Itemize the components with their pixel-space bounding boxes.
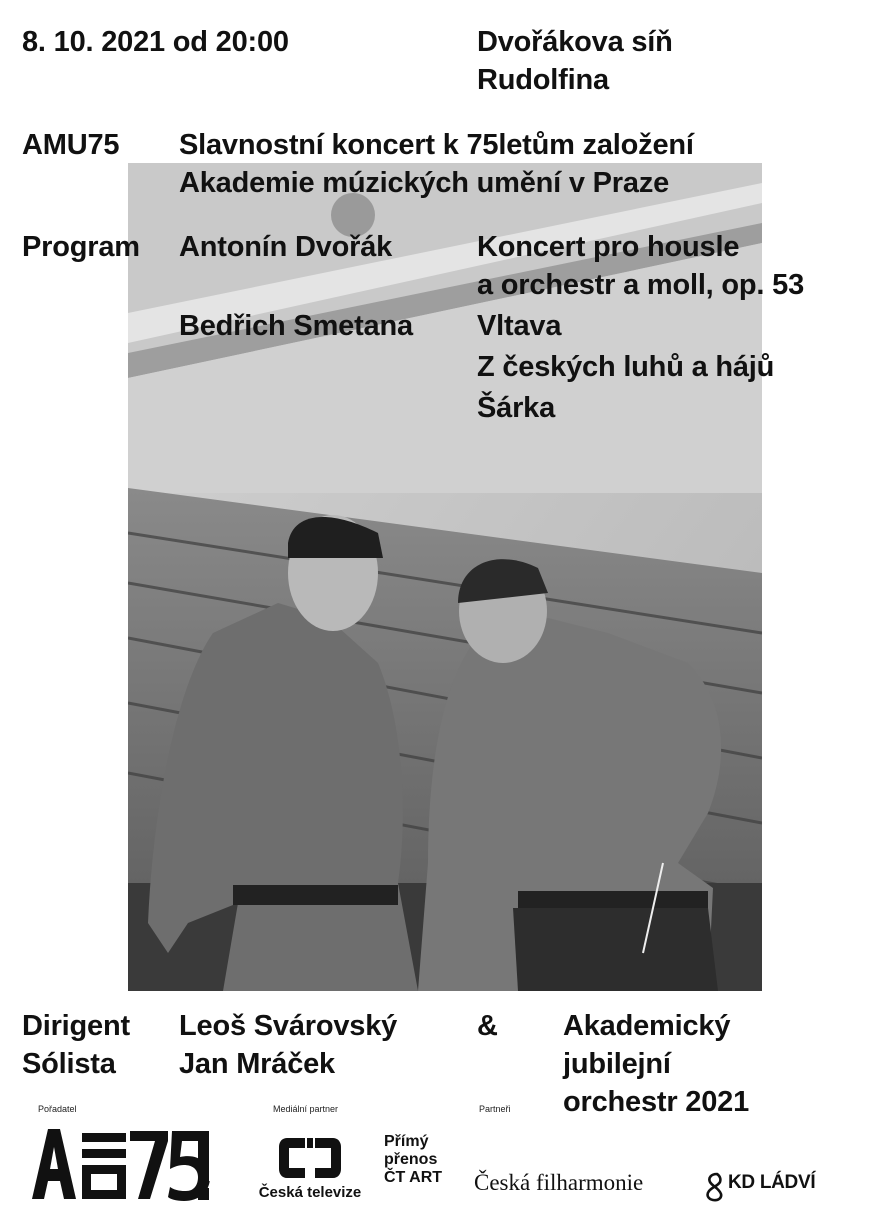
- soloist-label: Sólista: [22, 1048, 116, 1080]
- program-label: Program: [22, 231, 140, 263]
- event-title-line1: Slavnostní koncert k 75letům založení: [179, 129, 694, 161]
- exclamation-mark: [196, 1131, 212, 1206]
- conductor-name: Leoš Svárovský: [179, 1010, 398, 1042]
- broadcast-line2: přenos: [384, 1151, 438, 1168]
- orchestra-line3: orchestr 2021: [563, 1086, 750, 1118]
- ct-name: Česká televize: [258, 1184, 362, 1201]
- orchestra-line2: jubilejní: [563, 1048, 671, 1080]
- event-date: 8. 10. 2021 od 20:00: [22, 26, 289, 58]
- amu75-logo: [30, 1127, 215, 1207]
- work-z-ceskych-luhu: Z českých luhů a hájů: [477, 351, 775, 383]
- broadcast-line1: Přímý: [384, 1133, 429, 1150]
- composer-dvorak: Antonín Dvořák: [179, 231, 393, 263]
- broadcast-info: [384, 1133, 442, 1187]
- work-vltava: Vltava: [477, 310, 562, 342]
- partners-label: Partneři: [479, 1104, 511, 1114]
- composer-smetana: Bedřich Smetana: [179, 310, 413, 342]
- event-title-line2: Akademie múzických umění v Praze: [179, 167, 670, 199]
- organizer-label: Pořadatel: [38, 1104, 77, 1114]
- kd-ladvi-icon: [703, 1170, 727, 1207]
- czech-philharmonic-logo: Česká filharmonie: [474, 1170, 644, 1195]
- orchestra-line1: Akademický: [563, 1010, 731, 1042]
- ct-logo-icon: [250, 1136, 370, 1185]
- broadcast-line3: ČT ART: [384, 1169, 443, 1186]
- media-partner-label: Mediální partner: [273, 1104, 339, 1114]
- ampersand: &: [477, 1010, 498, 1042]
- work-dvorak-line2: a orchestr a moll, op. 53: [477, 269, 804, 301]
- venue-line1: Dvořákova síň: [477, 26, 673, 58]
- kd-ladvi-name: KD LÁDVÍ: [728, 1172, 816, 1193]
- work-sarka: Šárka: [477, 392, 556, 424]
- venue-line2: Rudolfina: [477, 64, 609, 96]
- event-label: AMU75: [22, 129, 120, 161]
- soloist-name: Jan Mráček: [179, 1048, 335, 1080]
- work-dvorak-line1: Koncert pro housle: [477, 231, 740, 263]
- conductor-label: Dirigent: [22, 1010, 130, 1042]
